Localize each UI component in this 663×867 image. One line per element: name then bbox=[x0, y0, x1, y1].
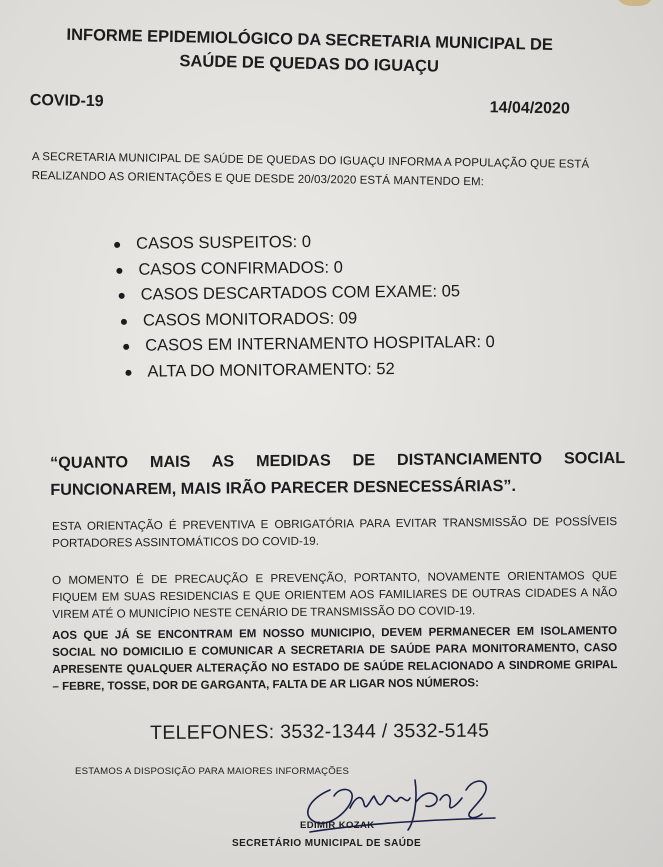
case-list bbox=[110, 227, 552, 385]
title-line-2: SAÚDE DE QUEDAS DO IGUAÇU bbox=[179, 52, 440, 76]
title-line-1: INFORME EPIDEMIOLÓGICO DA SECRETARIA MUNICIPAL DE bbox=[66, 25, 554, 54]
list-item: ALTA DO MONITORAMENTO: 52 bbox=[121, 355, 551, 385]
bullet-icon bbox=[125, 369, 131, 375]
bullet-icon bbox=[123, 344, 129, 350]
paragraph-precaution: O MOMENTO É DE PRECAUÇÃO E PREVENÇÃO, PORTANTO, NOVAMENTE ORIENTAMOS QUE FIQUEM EM SUAS RESIDENCIAS E QUE ORIENTEM AOS FAMILIARES DE OUTRAS CIDADES A NÃO VIREM ATÉ O MUNICÍPIO NESTE CENÁRIO DE TRANSMISSÃO DO COVID-19. bbox=[52, 569, 618, 621]
paragraph-isolation: AOS QUE JÁ SE ENCONTRAM EM NOSSO MUNICIPIO, DEVEM PERMANECER EM ISOLAMENTO SOCIAL NO DOMICILIO E COMUNICAR A SECRETARIA DE SAÚDE PARA MONITORAMENTO, CASO APRESENTE QUALQUER ALTERAÇÃO NO ESTADO DE SAÚDE RELACIONADO A SINDROME GRIPAL – FEBRE, TOSSE, DOR DE GARGANTA, FALTA DE AR LIGAR NOS NÚMEROS: bbox=[52, 625, 618, 693]
list-item: CASOS DESCARTADOS COM EXAME: 05 bbox=[115, 278, 551, 308]
report-date: 14/04/2020 bbox=[489, 99, 570, 118]
list-item: CASOS CONFIRMADOS: 0 bbox=[112, 253, 550, 283]
list-item: CASOS MONITORADOS: 09 bbox=[117, 304, 551, 334]
bullet-icon bbox=[121, 318, 127, 324]
bullet-icon bbox=[116, 267, 122, 273]
topic-label: COVID-19 bbox=[29, 92, 104, 111]
phone-numbers: TELEFONES: 3532-1344 / 3532-5145 bbox=[150, 719, 490, 744]
quote-text: “QUANTO MAIS AS MEDIDAS DE DISTANCIAMENTO SOCIAL FUNCIONAREM, MAIS IRÃO PARECER DESNECESSÁRIAS”. bbox=[50, 448, 626, 499]
list-item: CASOS SUSPEITOS: 0 bbox=[110, 227, 550, 257]
list-item: CASOS EM INTERNAMENTO HOSPITALAR: 0 bbox=[119, 329, 551, 359]
intro-paragraph: A SECRETARIA MUNICIPAL DE SAÚDE DE QUEDAS DO IGUAÇU INFORMA A POPULAÇÃO QUE ESTÁ REALIZANDO AS ORIENTAÇÕES E QUE DESDE 20/03/2020 ESTÁ MANTENDO EM: bbox=[31, 150, 590, 189]
bullet-icon bbox=[119, 293, 125, 299]
signer-role: SECRETÁRIO MUNICIPAL DE SAÚDE bbox=[232, 838, 422, 849]
bullet-icon bbox=[114, 242, 120, 248]
signer-name: EDIMIR KOZAK bbox=[300, 820, 375, 831]
paragraph-preventive: ESTA ORIENTAÇÃO É PREVENTIVA E OBRIGATÓRIA PARA EVITAR TRANSMISSÃO DE POSSÍVEIS PORTADORES ASSINTOMÁTICOS DO COVID-19. bbox=[52, 515, 618, 550]
availability-note: ESTAMOS A DISPOSIÇÃO PARA MAIORES INFORMAÇÕES bbox=[75, 766, 350, 777]
